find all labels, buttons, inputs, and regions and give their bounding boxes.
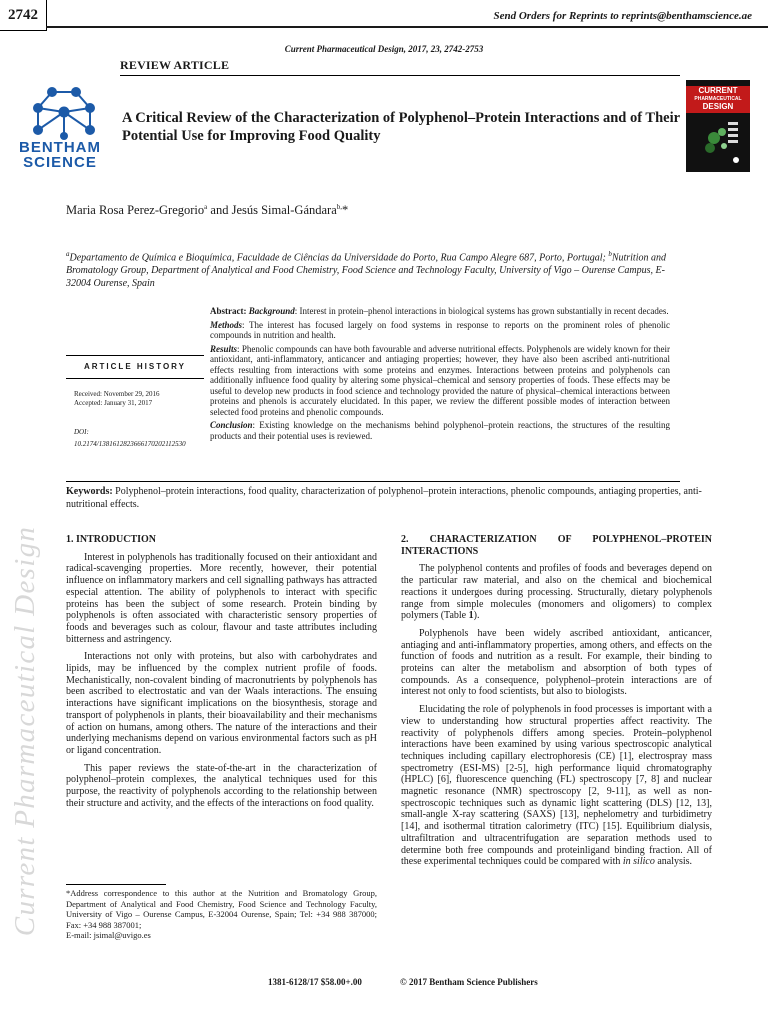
paragraph <box>401 563 712 622</box>
affiliation-text: Nutrition and Bromatology Group, Department of Analytical and Food Chemistry, Food Science and Technology Faculty, University of Vigo – Ourense Campus, E-32004 Ourense, Spain <box>66 252 666 290</box>
paragraph-text: The polyphenol contents and profiles of foods and beverages depend on the particular raw material, and also on the chemical and biochemical reactions it undergoes during processing. Structurally, dietary polyphenols range from simple molecules (monomers and oligomers) to complex polymers (Table <box>401 563 712 622</box>
footnote-rule <box>66 884 166 885</box>
received-date: Received: November 29, 2016 <box>74 390 160 398</box>
paragraph-text: analysis. <box>654 856 693 868</box>
abstract-section-label: Background <box>248 306 295 316</box>
author-name: Jesús Simal-Gándara <box>231 203 337 218</box>
abstract-conclusion <box>210 420 670 441</box>
footer-copyright: © 2017 Bentham Science Publishers <box>400 977 538 987</box>
article-type-rule <box>120 75 680 76</box>
abstract-bottom-rule <box>66 481 680 482</box>
table-reference-link[interactable]: 1 <box>468 610 474 622</box>
abstract <box>210 306 670 444</box>
abstract-background <box>210 306 670 317</box>
page-number: 2742 <box>0 0 47 31</box>
journal-citation: Current Pharmaceutical Design, 2017, 23, 2742-2753 <box>284 44 484 54</box>
article-doi <box>74 426 206 450</box>
paragraph <box>401 704 712 868</box>
abstract-section-label: Methods <box>210 319 243 330</box>
cover-artwork-icon <box>694 118 742 166</box>
bentham-science-wordmark <box>10 140 110 170</box>
paragraph-text: Elucidating the role of polyphenols in food processes is important with a view to understanding how structural properties affect reactivity. The reactivity of polyphenols differs among species. Protein–polyphenol interactions have been examined by using various spectroscopic analytical techniques including capillary electrophoresis (CE) [1], electrospray mass spectrometry (ESI-MS) [2-5], high performance liquid chromatography (HPLC) [6], fluorescence quenching (FL) spectroscopy [7, 8] and nuclear magnetic resonance (NMR) spectroscopy [2, 9-11], as well as non-spectroscopic techniques such as dynamic light scattering (DLS) [12, 13], small-angle X-ray scattering (SAXS) [13], nephelometry and turbidimetry [14], and isothermal titration calorimetry (ITC) [15]. Equilibrium dialysis, ultrafiltration and ultracentrifugation are separation methods used to determine both free compounds and proteinligand binding fraction. All of these experimental techniques could be compared with <box>401 704 712 868</box>
footnote-text: *Address correspondence to this author at the Nutrition and Bromatology Group, Department of Analytical and Food Chemistry, Food Science and Technology Faculty, University of Vigo – Ourense Campus, E-32004 Ourense, Spain; Tel: +34 988 387000; Fax: +34 988 387001; <box>66 888 377 930</box>
logo-word-bentham: BENTHAM <box>19 139 101 156</box>
abstract-section-label: Conclusion <box>210 420 253 430</box>
paragraph-text: ). <box>473 610 480 622</box>
section-heading-introduction: 1. INTRODUCTION <box>66 534 157 545</box>
cover-line-pharmaceutical: PHARMACEUTICAL <box>694 95 742 102</box>
affiliation-marker: b, <box>336 203 343 211</box>
paragraph: Polyphenols have been widely ascribed antioxidant, anticancer, antiaging and anti-inflammatory properties, among others, and effects on the function of foods and nutrition as a result. For example, their binding to proteins can alter the metabolism and absorption of both types of compounds. As a consequence, polyphenol–protein interactions are of interest not only to food scientists, but also to biologists. <box>401 627 712 698</box>
history-mid-rule <box>66 378 204 379</box>
abstract-section-text: : Existing knowledge on the mechanisms behind polyphenol–protein reactions, the structures of the resulting products and their potential uses is reviewed. <box>210 420 670 441</box>
side-watermark: Current Pharmaceutical Design <box>9 525 41 937</box>
paragraph: Interactions not only with proteins, but also with carbohydrates and lipids, may be influenced by the complex nutrient profile of foods. Mechanistically, non-covalent binding of macronutrients by polyphenols has been ascribed to electrostatic and van der Waals interactions. The ensuing interactions have significant implications on the biosynthesis, storage and transport of polyphenols in plants, their bioavailability and their mechanisms of action on humans, among others. The nature of the interactions and their underlying mechanisms depend on various environmental factors such as pH or ligand concentration. <box>66 651 377 756</box>
author-joiner: and <box>207 203 232 218</box>
section-heading-characterization: 2. CHARACTERIZATION OF POLYPHENOL–PROTEIN INTERACTIONS <box>401 534 712 557</box>
abstract-section-text: : Phenolic compounds can have both favourable and adverse nutritional effects. Polyphenols are widely known for their antioxidant, anti-inflammatory, anticancer and antiaging properties; however, they have also been ascribed anti-nutritional effects resulting from interactions with some proteins and enzymes. Interactions between proteins and polyphenols can additionally influence food quality by altering some physical–chemical and sensory properties of foods. These effects may be useful to develop new products in food science and technology provided the nature of physical–chemical interactions between proteins and phenols is accurately elucidated. In this paper, we review the different possible modes of interaction between selected food proteins and phenolic compounds. <box>210 343 670 417</box>
history-top-rule <box>66 355 204 356</box>
abstract-section-text: : The interest has focused largely on food systems in response to reports on the prominent roles of phenolic compounds in nutrition and health. <box>210 319 670 340</box>
footer-issn: 1381-6128/17 $58.00+.00 <box>268 977 362 987</box>
author-list <box>66 203 348 218</box>
footnote-email[interactable]: E-mail: jsimal@uvigo.es <box>66 930 151 940</box>
header-rule <box>46 26 768 28</box>
logo-word-science: SCIENCE <box>23 154 97 171</box>
cover-line-design: DESIGN <box>702 101 734 111</box>
accepted-date: Accepted: January 31, 2017 <box>74 399 153 407</box>
author-name: Maria Rosa Perez-Gregorio <box>66 203 205 218</box>
keywords <box>66 486 712 511</box>
article-history-dates <box>74 390 160 408</box>
affiliation-marker: a <box>204 203 208 211</box>
paragraph: This paper reviews the state-of-the-art in the characterization of polyphenol–protein complexes, the analytical techniques used for this purpose, the reactivity of polyphenols according to the relationship between their structure and activity, and the effects of the interactions on food quality. <box>66 762 377 809</box>
keywords-text: Polyphenol–protein interactions, food quality, characterization of polyphenol–protein interactions, phenolic compounds, antiaging properties, anti-nutritional effects. <box>66 486 702 510</box>
article-type: REVIEW ARTICLE <box>120 58 230 72</box>
article-history-heading: ARTICLE HISTORY <box>83 362 186 371</box>
right-column <box>401 534 712 874</box>
paragraph: Interest in polyphenols has traditionally focused on their antioxidant and radical-scavenging properties. More recently, however, their potential influence on inflammatory markers and cell signalling pathways has attracted especial attention. The ability of polyphenols to interact with specific proteins has been the subject of some research. Protein binding by polyphenols is often associated with characteristic sensory properties of foods and beverages such as colour, flavour and taste attributes including bitterness and astringency. <box>66 551 377 645</box>
affiliation-marker: b <box>608 250 612 258</box>
affiliations <box>66 248 680 290</box>
abstract-results <box>210 344 670 418</box>
abstract-section-label: Results <box>210 343 238 354</box>
paragraph-italic: in silico <box>622 856 655 868</box>
cover-line-current: CURRENT <box>698 86 738 95</box>
reprint-notice[interactable]: Send Orders for Reprints to reprints@benthamscience.ae <box>493 10 752 22</box>
abstract-label: Abstract: <box>210 306 247 316</box>
abstract-section-text: : Interest in protein–phenol interactions in biological systems has grown substantially in recent decades. <box>294 306 669 316</box>
affiliation-marker: a <box>66 250 70 258</box>
article-title: A Critical Review of the Characterization of Polyphenol–Protein Interactions and of Their Potential Use for Improving Food Quality <box>122 110 680 144</box>
journal-cover-image <box>686 80 750 172</box>
keywords-label: Keywords: <box>66 486 113 497</box>
abstract-methods <box>210 320 670 341</box>
doi-link[interactable]: 10.2174/1381612823666170202112530 <box>74 440 186 448</box>
affiliation-text: Departamento de Química e Bioquímica, Faculdade de Ciências da Universidade do Porto, Rua Campo Alegre 687, Porto, Portugal; <box>69 252 609 264</box>
doi-label: DOI: <box>74 428 89 436</box>
left-column <box>66 534 377 815</box>
cover-masthead <box>686 86 750 113</box>
correspondence-footnote <box>66 888 377 941</box>
corresponding-author-mark: * <box>342 203 349 218</box>
